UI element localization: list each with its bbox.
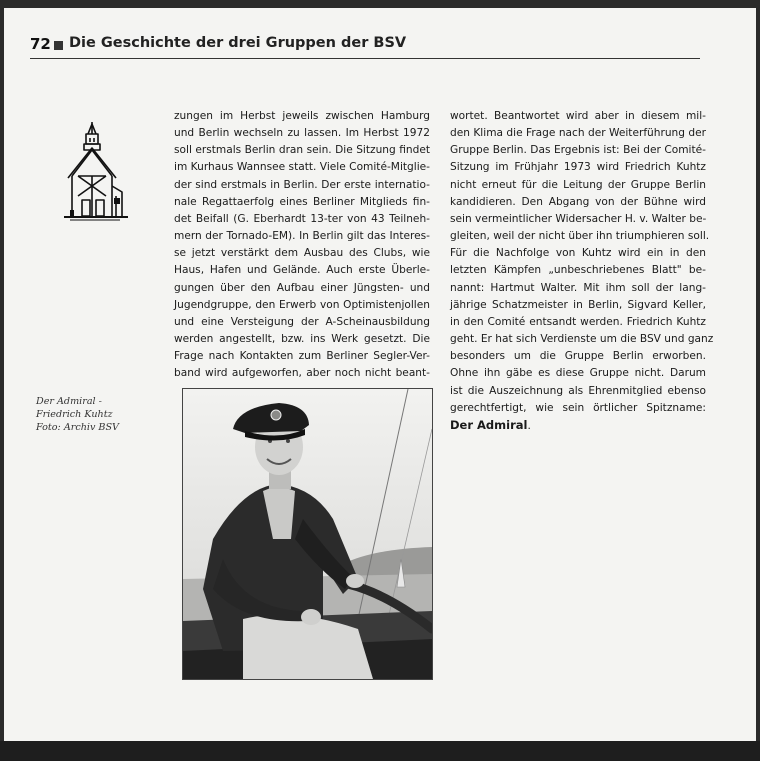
photo-caption — [36, 395, 146, 434]
left-column-line: nale Regattaerfolg eines Berliner Mitglieds fin- — [174, 195, 430, 208]
left-column-line: Frage nach Kontakten zum Berliner Segler-Ver- — [174, 350, 430, 363]
left-column-line: der sind erstmals in Berlin. Der erste internatio- — [174, 178, 430, 191]
left-column-line: se jetzt verstärkt dem Ausbau des Clubs, wie — [174, 247, 430, 260]
right-column-line: letzten Kämpfen „unbeschriebenes Blatt" be- — [450, 264, 706, 277]
caption-line: Friedrich Kuhtz — [36, 409, 113, 420]
left-column-line: soll erstmals Berlin dran sein. Die Sitzung findet — [174, 144, 430, 157]
left-column-line: und eine Versteigung der A-Scheinausbildung — [174, 315, 430, 328]
left-column-line: mern der Tornado-EM). In Berlin gilt das Interes- — [174, 230, 430, 243]
left-column-line: im Kurhaus Wannsee statt. Viele Comité-Mitglie- — [174, 161, 430, 174]
right-column-line: geht. Er hat sich Verdienste um die BSV und ganz — [450, 333, 714, 346]
right-column-line: besonders um die Gruppe Berlin erworben. — [450, 350, 706, 363]
right-column-line: Ohne ihn gäbe es diese Gruppe nicht. Darum — [450, 367, 706, 380]
left-column-line: werden angestellt, bzw. ins Werk gesetzt. Die — [174, 333, 430, 346]
right-column-line: Sitzung im Frühjahr 1973 wird Friedrich Kuhtz — [450, 161, 706, 174]
left-column-line: und Berlin wechseln zu lassen. Im Herbst 1972 — [174, 127, 430, 140]
chapter-title: Die Geschichte der drei Gruppen der BSV — [69, 35, 407, 51]
text-column-left — [174, 108, 430, 383]
right-column-line: in den Comité entsandt werden. Friedrich Kuhtz — [450, 315, 706, 328]
right-column-line: ist die Auszeichnung als Ehrenmitglied ebenso — [450, 384, 706, 397]
page-number: 72 — [30, 35, 51, 53]
left-column-line: gungen über den Aufbau einer Jüngsten- und — [174, 281, 430, 294]
left-column-line: Haus, Hafen und Gelände. Auch erste Überle- — [174, 264, 430, 277]
page-bottom-edge — [0, 741, 760, 761]
left-column-line: det Beifall (G. Eberhardt 13-ter von 43 Teilneh- — [174, 212, 430, 225]
right-column-line: Für die Nachfolge von Kuhtz wird ein in den — [450, 247, 706, 260]
caption-line: Foto: Archiv BSV — [36, 422, 119, 433]
right-column-line: nicht erneut für die Leitung der Gruppe Berlin — [450, 178, 706, 191]
right-column-line: den Klima die Frage nach der Weiterführung der — [450, 127, 706, 140]
right-column-line: Gruppe Berlin. Das Ergebnis ist: Bei der Comité- — [450, 144, 706, 157]
nickname-bold: Der Admiral — [450, 417, 528, 432]
chapel-icon — [60, 120, 130, 225]
running-header — [30, 32, 700, 59]
right-column-line: gleiten, weil der nicht über ihn triumphieren soll. — [450, 230, 710, 243]
square-bullet-icon — [54, 41, 63, 50]
right-column-line: sein vermeintlicher Widersacher H. v. Walter be- — [450, 212, 707, 225]
closing-period: . — [527, 419, 531, 432]
right-column-line: gerechtfertigt, wie sein örtlicher Spitzname: — [450, 401, 706, 414]
right-column-line: jährige Schatzmeister in Berlin, Sigvard Keller, — [450, 298, 706, 311]
admiral-photo — [182, 388, 433, 680]
text-column-right — [450, 108, 714, 435]
right-column-line: wortet. Beantwortet wird aber in diesem mil- — [450, 110, 706, 122]
left-column-line: Jugendgruppe, den Erwerb von Optimistenjollen — [174, 298, 430, 311]
caption-line: Der Admiral - — [36, 396, 102, 407]
closing-line — [450, 417, 706, 435]
left-column-line: band wird aufgeworfen, aber noch nicht beant- — [174, 367, 430, 380]
left-column-line: zungen im Herbst jeweils zwischen Hamburg — [174, 110, 430, 122]
right-column-line: nannt: Hartmut Walter. Mit ihm soll der lang- — [450, 281, 706, 294]
right-column-line: kandidieren. Den Abgang von der Bühne wird — [450, 195, 706, 208]
